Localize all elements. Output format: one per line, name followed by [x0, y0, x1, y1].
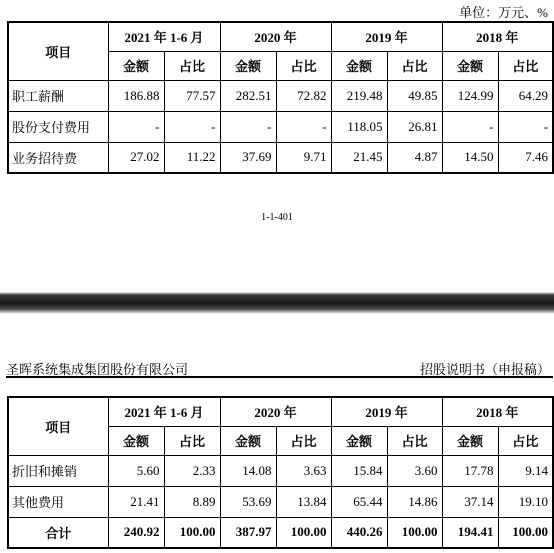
cell-value: -: [220, 111, 276, 142]
cell-value: 37.69: [220, 142, 276, 173]
cell-value: 15.84: [331, 455, 387, 486]
cell-value: 14.50: [442, 142, 498, 173]
cell-value: 49.85: [387, 80, 442, 111]
cell-value: -: [442, 111, 498, 142]
column-header-amount: 金额: [108, 426, 164, 455]
row-label: 折旧和摊销: [8, 455, 108, 486]
total-row: [8, 517, 553, 548]
expense-table-bottom: [7, 396, 554, 549]
column-header-period: 2020 年: [220, 22, 331, 51]
row-label: 股份支付费用: [8, 111, 108, 142]
column-header-ratio: 占比: [276, 426, 331, 455]
column-header-amount: 金额: [331, 426, 387, 455]
cell-value: 14.86: [387, 486, 442, 517]
cell-value: 124.99: [442, 80, 498, 111]
column-header-ratio: 占比: [164, 426, 220, 455]
expense-table-top: [7, 21, 554, 174]
row-label: 其他费用: [8, 486, 108, 517]
column-header-item: 项目: [8, 22, 108, 80]
cell-value: 26.81: [387, 111, 442, 142]
column-header-period: 2021 年 1-6 月: [108, 397, 220, 426]
table-row: [8, 142, 553, 173]
cell-value: 3.60: [387, 455, 442, 486]
column-header-amount: 金额: [442, 51, 498, 80]
row-label: 业务招待费: [8, 142, 108, 173]
row-label: 职工薪酬: [8, 80, 108, 111]
cell-value: 21.45: [331, 142, 387, 173]
cell-value: 2.33: [164, 455, 220, 486]
column-header-amount: 金额: [331, 51, 387, 80]
cell-value: 219.48: [331, 80, 387, 111]
page-number: 1-1-401: [261, 212, 293, 223]
cell-value: 27.02: [108, 142, 164, 173]
running-header: [6, 358, 553, 378]
cell-value: -: [108, 111, 164, 142]
cell-value: 19.10: [498, 486, 553, 517]
cell-value: 100.00: [276, 517, 331, 548]
cell-value: 17.78: [442, 455, 498, 486]
cell-value: 53.69: [220, 486, 276, 517]
column-header-ratio: 占比: [498, 51, 553, 80]
cell-value: 100.00: [164, 517, 220, 548]
cell-value: 118.05: [331, 111, 387, 142]
cell-value: 8.89: [164, 486, 220, 517]
cell-value: -: [164, 111, 220, 142]
column-header-amount: 金额: [442, 426, 498, 455]
column-header-ratio: 占比: [387, 51, 442, 80]
unit-note: 单位：万元、%: [459, 5, 548, 20]
cell-value: 9.71: [276, 142, 331, 173]
column-header-period: 2018 年: [442, 22, 553, 51]
column-header-item: 项目: [8, 397, 108, 455]
column-header-period: 2019 年: [331, 397, 442, 426]
page-break-band: [0, 283, 554, 316]
cell-value: 14.08: [220, 455, 276, 486]
cell-value: 240.92: [108, 517, 164, 548]
cell-value: 194.41: [442, 517, 498, 548]
table-row: [8, 111, 553, 142]
column-header-amount: 金额: [220, 426, 276, 455]
cell-value: 5.60: [108, 455, 164, 486]
column-header-period: 2019 年: [331, 22, 442, 51]
column-header-amount: 金额: [108, 51, 164, 80]
column-header-ratio: 占比: [276, 51, 331, 80]
table-row: [8, 80, 553, 111]
cell-value: 11.22: [164, 142, 220, 173]
cell-value: 100.00: [387, 517, 442, 548]
cell-value: 387.97: [220, 517, 276, 548]
column-header-period: 2021 年 1-6 月: [108, 22, 220, 51]
cell-value: 4.87: [387, 142, 442, 173]
cell-value: 100.00: [498, 517, 553, 548]
column-header-period: 2020 年: [220, 397, 331, 426]
cell-value: 13.84: [276, 486, 331, 517]
table-row: [8, 486, 553, 517]
company-name: 圣晖系统集成集团股份有限公司: [6, 362, 189, 377]
cell-value: 186.88: [108, 80, 164, 111]
column-header-amount: 金额: [220, 51, 276, 80]
cell-value: 64.29: [498, 80, 553, 111]
cell-value: 3.63: [276, 455, 331, 486]
column-header-ratio: 占比: [498, 426, 553, 455]
total-label: 合计: [8, 517, 108, 548]
cell-value: 77.57: [164, 80, 220, 111]
cell-value: 65.44: [331, 486, 387, 517]
cell-value: 9.14: [498, 455, 553, 486]
cell-value: 440.26: [331, 517, 387, 548]
column-header-period: 2018 年: [442, 397, 553, 426]
cell-value: 282.51: [220, 80, 276, 111]
cell-value: 21.41: [108, 486, 164, 517]
cell-value: -: [276, 111, 331, 142]
cell-value: 7.46: [498, 142, 553, 173]
column-header-ratio: 占比: [164, 51, 220, 80]
document-title: 招股说明书（申报稿）: [419, 362, 550, 377]
cell-value: 72.82: [276, 80, 331, 111]
table-row: [8, 455, 553, 486]
cell-value: -: [498, 111, 553, 142]
cell-value: 37.14: [442, 486, 498, 517]
column-header-ratio: 占比: [387, 426, 442, 455]
